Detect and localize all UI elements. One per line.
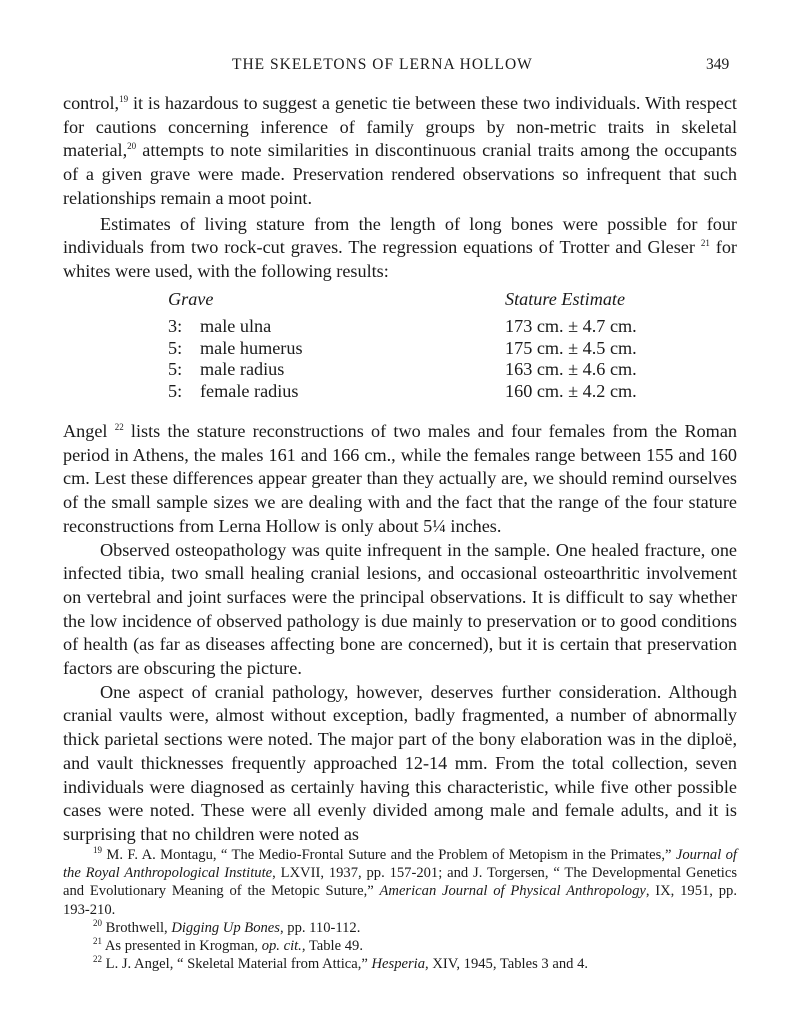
running-head	[0, 56, 801, 78]
text-run: , LXVII, 1937, pp. 157-201; and J. Torgersen, “ The Developmental Genetics and Evolutionary Meaning of the Metopic Suture,”	[63, 865, 737, 900]
body-text-top	[63, 92, 737, 284]
table-row	[168, 316, 668, 338]
footnote-ref-19: 19	[119, 94, 129, 104]
column-grave: Grave	[168, 289, 214, 309]
paragraph-angel	[63, 420, 737, 539]
body-text-bottom	[63, 420, 737, 847]
op-cit: op. cit.	[261, 938, 302, 955]
stature-estimate: 175 cm. ± 4.5 cm.	[505, 337, 637, 358]
footnote-21	[63, 937, 737, 955]
paragraph-cranial-pathology: One aspect of cranial pathology, however, deserves further consideration. Although cranial vaults were, almost without exception, badly fragmented, a number of abnormally thick parietal sections were noted. The major part of the bony elaboration was in the diploë, and vault thicknesses frequently approached 12-14 mm. From the total collection, seven individuals were diagnosed as certainly having this characteristic, while five other possible cases were noted. These were all evenly divided among male and female adults, and it is surprising that no children were noted as	[63, 681, 737, 844]
page-number: 349	[706, 56, 730, 73]
grave-number: 5:	[168, 359, 183, 380]
text-run: for whites were used, with the following results:	[63, 237, 737, 281]
journal-title: Hesperia	[371, 956, 426, 973]
grave-number: 3:	[168, 316, 183, 336]
text-run: control,	[63, 93, 120, 113]
grave-number: 5:	[168, 381, 183, 402]
text-run: , Table 49.	[301, 938, 363, 955]
footnote-ref-21: 21	[700, 238, 710, 249]
text-run: Estimates of living stature from the length of long bones were possible for four individuals from two rock-cut graves. The regression equations of Trotter and Gleser	[63, 213, 737, 258]
bone-description: male humerus	[200, 337, 303, 358]
book-title: Digging Up Bones	[171, 919, 280, 936]
paragraph-osteopathology: Observed osteopathology was quite infrequent in the sample. One healed fracture, one infected tibia, two small healing cranial lesions, and occasional osteoarthritic involvement on vertebral and joint surfaces were the principal observations. It is difficult to say whether the low incidence of observed pathology is due mainly to preservation or to good conditions of health (as far as diseases affecting bone are concerned), but it is certain that preservation factors are obscuring the picture.	[63, 539, 737, 679]
footnote-20	[63, 919, 737, 937]
table-row	[168, 359, 668, 381]
paragraph-control	[63, 92, 737, 211]
grave-number: 5:	[168, 337, 183, 358]
footnote-ref-22: 22	[114, 422, 124, 432]
footnote-number: 21	[93, 936, 102, 947]
footnotes	[63, 846, 737, 973]
text-run: As presented in Krogman,	[102, 938, 262, 955]
stature-table	[168, 289, 668, 403]
journal-title: American Journal of Physical Anthropology	[379, 883, 646, 900]
text-run: it is hazardous to suggest a genetic tie between these two individuals. With respect for cautions concerning inference of family groups by non-metric traits in skeletal material,	[63, 93, 737, 161]
table-row	[168, 381, 668, 403]
column-stature-estimate: Stature Estimate	[505, 289, 626, 309]
text-run: , XIV, 1945, Tables 3 and 4.	[425, 956, 589, 973]
stature-estimate: 160 cm. ± 4.2 cm.	[505, 381, 637, 402]
bone-description: male radius	[200, 359, 285, 380]
running-title: THE SKELETONS OF LERNA HOLLOW	[232, 56, 533, 73]
text-run: attempts to note similarities in discontinuous cranial traits among the occupants of a given grave were made. Preservation rendered observations so infrequent that such relationships remain a moot point.	[63, 140, 737, 208]
paragraph-estimates	[63, 213, 737, 284]
footnote-19	[63, 846, 737, 919]
text-run: L. J. Angel, “ Skeletal Material from Attica,”	[102, 956, 372, 973]
table-row	[168, 338, 668, 360]
text-run: , IX, 1951, pp. 193-210.	[63, 883, 737, 918]
footnote-ref-20: 20	[127, 141, 137, 152]
text-run: M. F. A. Montagu, “ The Medio-Frontal Suture and the Problem of Metopism in the Primates,”	[102, 847, 676, 863]
text-run: lists the stature reconstructions of two males and four females from the Roman period in Athens, the males 161 and 166 cm., while the females range between 155 and 160 cm. Lest these differences appear greater than they actually are, we should remind ourselves of the small sample sizes we are dealing with and the fact that the range of the four stature reconstructions from Lerna Hollow is only about 5¼ inches.	[63, 421, 737, 536]
text-run: Angel	[63, 421, 115, 441]
bone-description: male ulna	[200, 316, 272, 336]
footnote-number: 22	[93, 954, 102, 965]
text-run: , pp. 110-112.	[279, 919, 361, 936]
text-run: Brothwell,	[102, 919, 172, 936]
footnote-22	[63, 955, 737, 973]
journal-title: Journal of the Royal Anthropological Institute	[63, 847, 737, 882]
footnote-number: 19	[93, 845, 102, 855]
bone-description: female radius	[200, 381, 299, 402]
stature-estimate: 173 cm. ± 4.7 cm.	[505, 316, 637, 336]
footnote-number: 20	[93, 917, 102, 928]
stature-table-header	[168, 289, 668, 316]
stature-estimate: 163 cm. ± 4.6 cm.	[505, 359, 637, 380]
